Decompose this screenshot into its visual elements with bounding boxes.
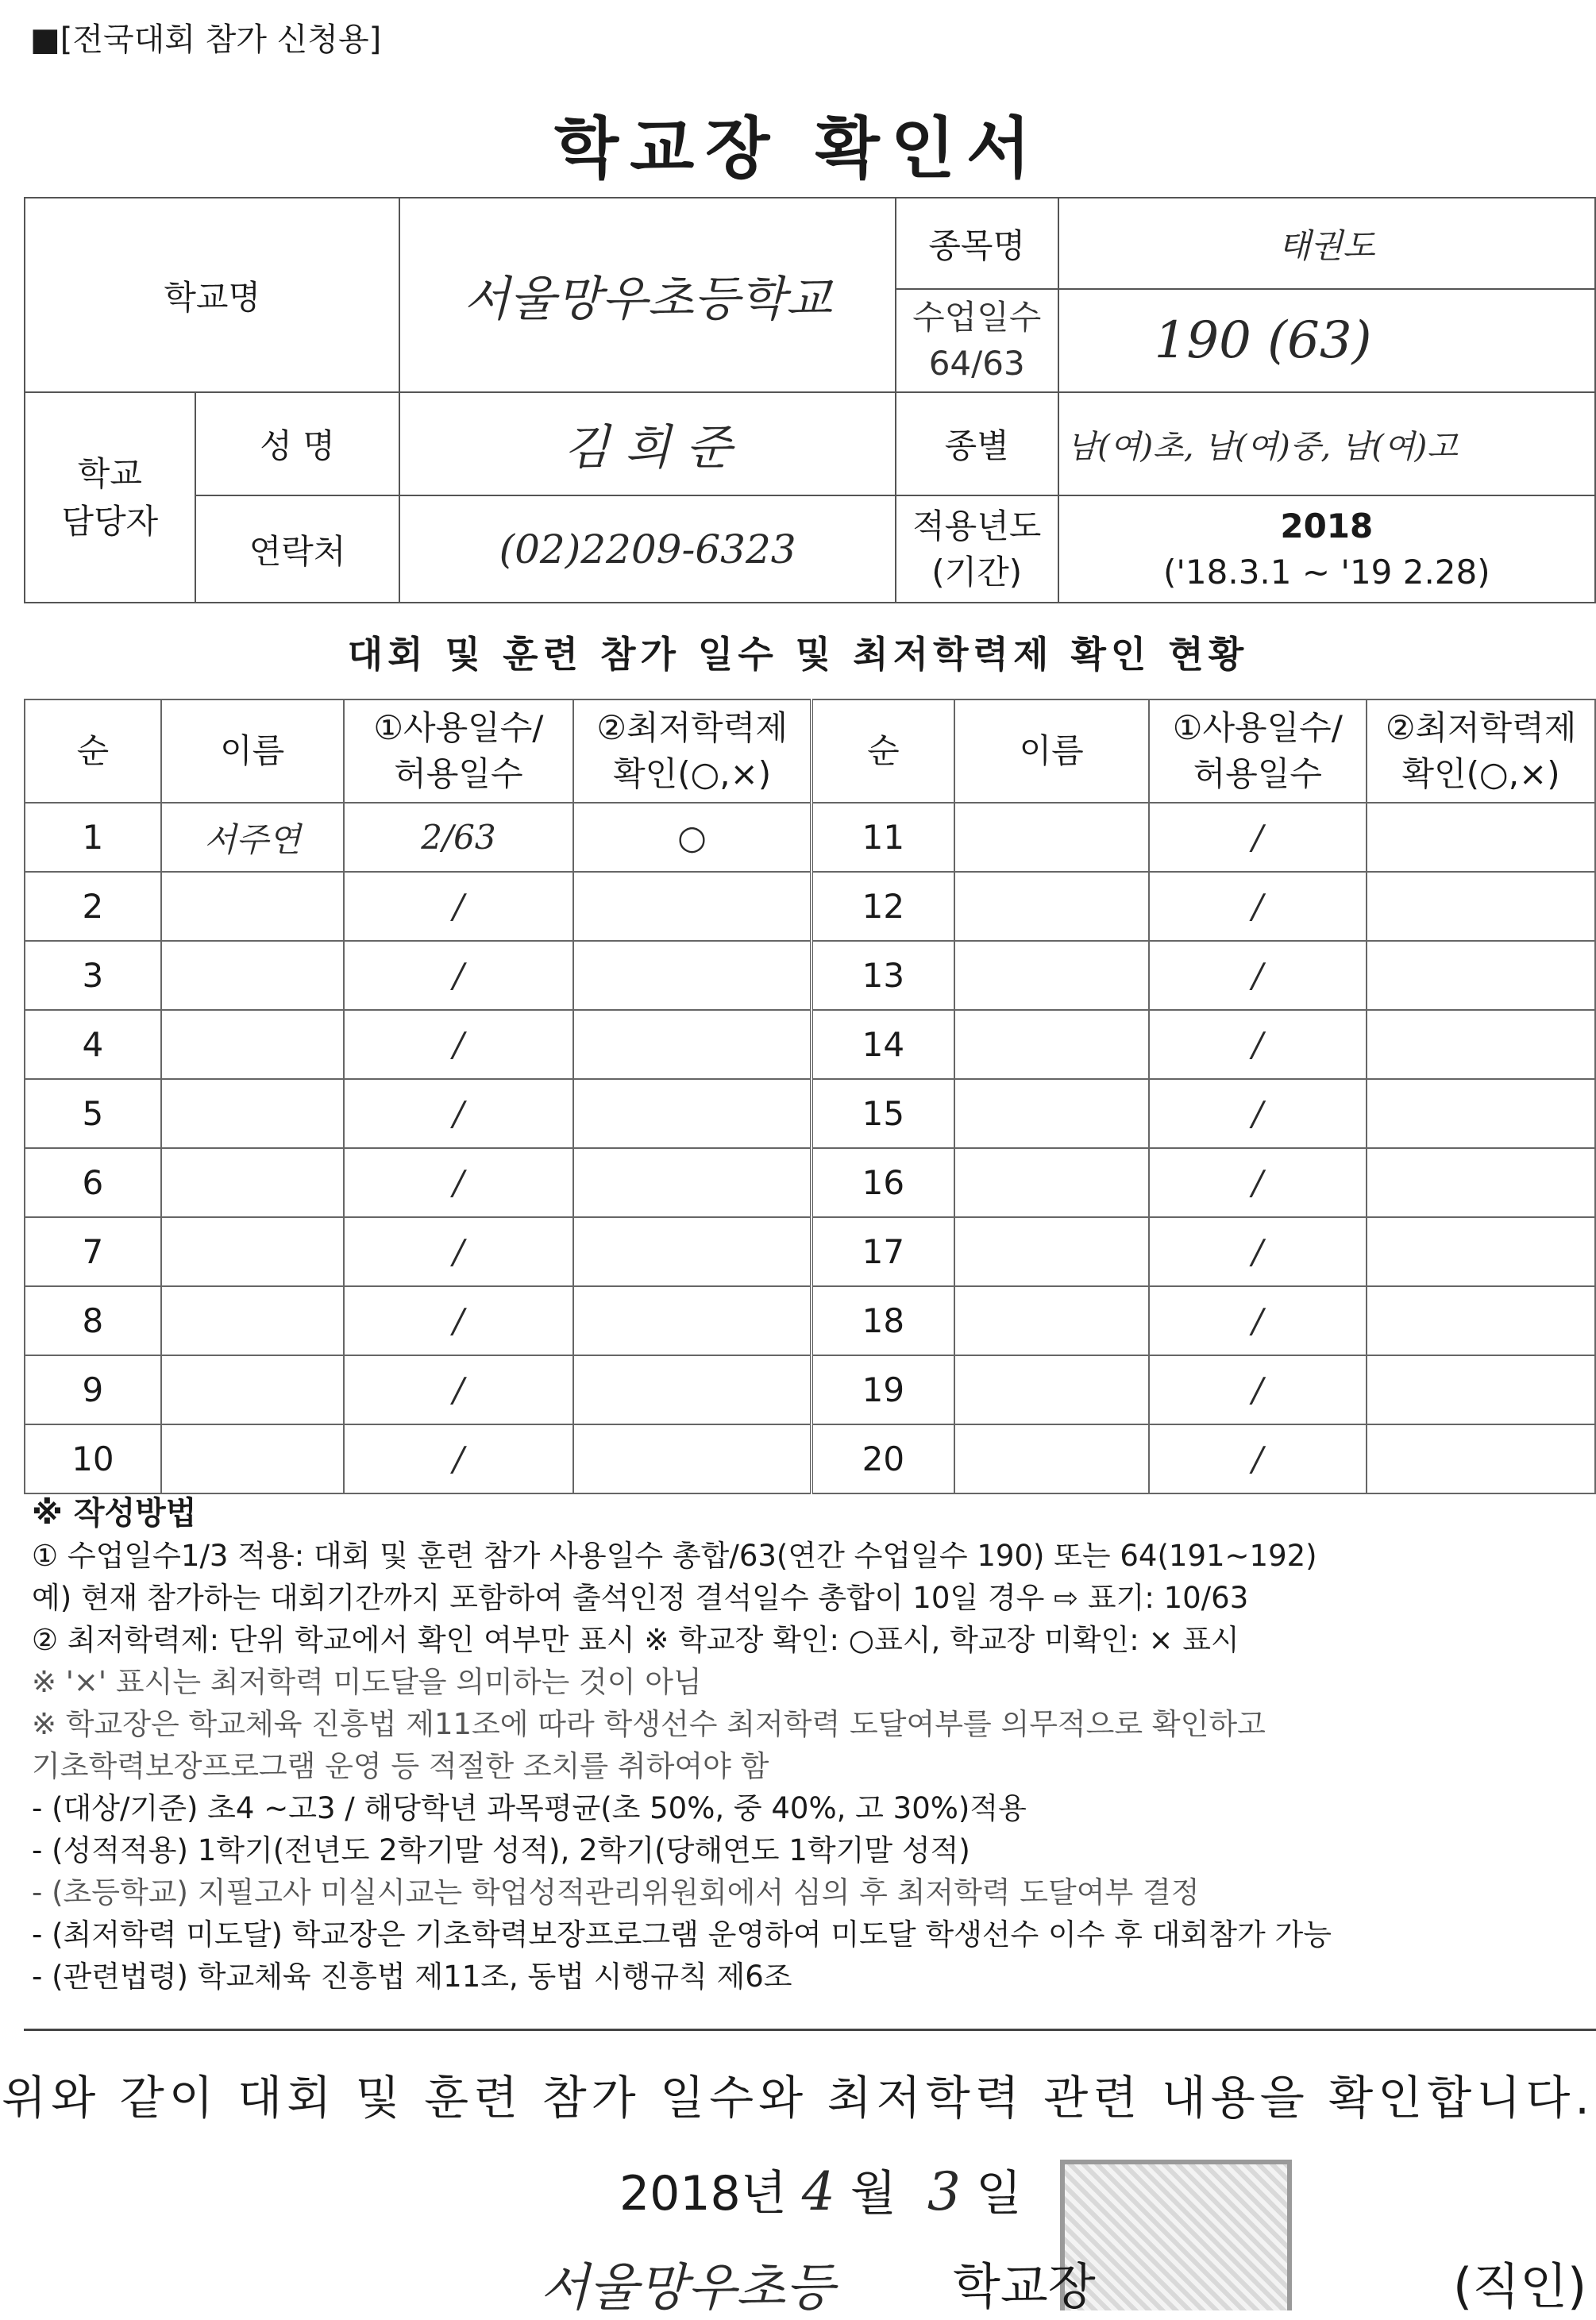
min-check [573,1079,811,1148]
student-name [954,1079,1149,1148]
date-day: 3 [927,2161,961,2222]
student-name [161,1010,344,1079]
days-used: 2/63 [344,803,574,872]
student-name [954,1148,1149,1217]
row-number: 17 [811,1217,954,1286]
table-row [25,803,1595,872]
instructions [32,1493,1588,1998]
days-used: / [344,1286,574,1355]
instruction-line: 예) 현재 참가하는 대회기간까지 포함하여 출석인정 결석일수 총합이 10일 경우 ⇨ 표기: 10/63 [32,1581,1249,1615]
table-row [25,1355,1595,1424]
min-check [573,1355,811,1424]
col-days-line2: 허용일수 [394,754,523,793]
class-days-label-line2: 64/63 [928,344,1025,383]
min-check [1367,1217,1595,1286]
table-row [25,1010,1595,1079]
min-check [573,1424,811,1493]
min-check [1367,1010,1595,1079]
row-number: 5 [25,1079,161,1148]
student-name [954,872,1149,941]
date-month: 4 [801,2161,835,2222]
confirmation-statement: 위와 같이 대회 및 훈련 참가 일수와 최저학력 관련 내용을 확인합니다. [2,2071,1594,2125]
min-check [573,1010,811,1079]
instruction-line: - (초등학교) 지필고사 미실시교는 학업성적관리위원회에서 심의 후 최저학력 도달여부 결정 [32,1875,1200,1910]
divider [24,2029,1596,2031]
col-days-right [1149,699,1367,803]
student-name [161,1286,344,1355]
min-check [1367,1355,1595,1424]
min-check [1367,1286,1595,1355]
date-line [619,2156,1022,2224]
year-value [1058,495,1595,603]
col-no-right: 순 [811,699,954,803]
document-title: 학교장 확인서 [553,110,1043,187]
col-days-line1: ①사용일수/ [373,708,544,747]
col-min-left [573,699,811,803]
table-row [25,941,1595,1010]
manager-label-line2: 담당자 [61,501,159,541]
table-header-row [25,699,1595,803]
signature-school-name: 서울망우초등 [540,2259,835,2318]
class-days-value: 190 (63) [1058,289,1595,392]
col-days-line1: ①사용일수/ [1172,708,1343,747]
row-number: 10 [25,1424,161,1493]
row-number: 15 [811,1079,954,1148]
person-name-value: 김 희 준 [399,392,895,495]
min-check [573,1217,811,1286]
table-row [25,1424,1595,1493]
sport-label: 종목명 [896,198,1058,289]
col-name-left: 이름 [161,699,344,803]
year-value-line2: ('18.3.1 ~ '19 2.28) [1162,552,1490,592]
days-used: / [1149,872,1367,941]
gender-label: 종별 [896,392,1058,495]
instruction-line: 기초학력보장프로그램 운영 등 적절한 조치를 취하여야 함 [32,1749,769,1783]
col-min-line1: ②최저학력제 [1385,708,1577,747]
date-day-unit: 일 [975,2166,1022,2222]
days-used: / [344,1217,574,1286]
instruction-line: - (성적적용) 1학기(전년도 2학기말 성적), 2학기(당해연도 1학기말 성적) [32,1833,970,1867]
row-number: 3 [25,941,161,1010]
instruction-line: - (대상/기준) 초4 ~고3 / 해당학년 과목평균(초 50%, 중 40%, 고 30%)적용 [32,1791,1027,1825]
date-year: 2018년 [619,2166,787,2222]
table-row [25,1148,1595,1217]
min-check [1367,941,1595,1010]
min-check [1367,872,1595,941]
min-check [573,1148,811,1217]
days-used: / [1149,803,1367,872]
manager-label-line1: 학교 [77,453,142,493]
signature-role: 학교장 [953,2257,1096,2315]
row-number: 9 [25,1355,161,1424]
col-min-line1: ②최저학력제 [596,708,788,747]
student-name [161,1355,344,1424]
row-number: 2 [25,872,161,941]
days-used: / [344,941,574,1010]
col-min-line2: 확인(○,×) [1401,754,1560,793]
row-number: 16 [811,1148,954,1217]
student-name [954,1286,1149,1355]
section-title: 대회 및 훈련 참가 일수 및 최저학력제 확인 현황 [347,633,1249,676]
student-name [954,803,1149,872]
student-name [954,941,1149,1010]
row-number: 13 [811,941,954,1010]
days-used: / [1149,941,1367,1010]
days-used: / [1149,1148,1367,1217]
year-label-line2: (기간) [931,552,1023,592]
student-name [954,1355,1149,1424]
row-number: 4 [25,1010,161,1079]
sport-value: 태권도 [1058,198,1595,289]
person-name-label: 성 명 [195,392,400,495]
instruction-line: ① 수업일수1/3 적용: 대회 및 훈련 참가 사용일수 총합/63(연간 수업일수 190) 또는 64(191~192) [32,1539,1317,1573]
days-used: / [344,1355,574,1424]
col-days-line2: 허용일수 [1193,754,1322,793]
days-used: / [344,872,574,941]
min-check [573,872,811,941]
col-no-left: 순 [25,699,161,803]
student-name [161,872,344,941]
min-check [1367,1424,1595,1493]
days-used: / [1149,1217,1367,1286]
participation-table [24,699,1596,1494]
col-days-left [344,699,574,803]
row-number: 14 [811,1010,954,1079]
days-used: / [1149,1424,1367,1493]
date-month-unit: 월 [850,2166,896,2222]
class-days-label [896,289,1058,392]
instruction-line: ② 최저학력제: 단위 학교에서 확인 여부만 표시 ※ 학교장 확인: ○표시, 학교장 미확인: × 표시 [32,1623,1239,1657]
instruction-line: - (관련법령) 학교체육 진흥법 제11조, 동법 시행규칙 제6조 [32,1960,792,1994]
days-used: / [1149,1079,1367,1148]
contact-label: 연락처 [195,495,400,603]
days-used: / [344,1079,574,1148]
class-days-label-line1: 수업일수 [912,298,1042,337]
row-number: 19 [811,1355,954,1424]
row-number: 7 [25,1217,161,1286]
instruction-line: ※ 학교장은 학교체육 진흥법 제11조에 따라 학생선수 최저학력 도달여부를 의무적으로 확인하고 [32,1707,1266,1741]
student-name [161,941,344,1010]
student-name: 서주연 [161,803,344,872]
student-name [161,1424,344,1493]
min-check [1367,803,1595,872]
form-type-tag: ■[전국대회 참가 신청용] [30,21,382,58]
student-name [161,1217,344,1286]
seal-placeholder: (직인) [1453,2257,1587,2315]
col-name-right: 이름 [954,699,1149,803]
min-check [1367,1079,1595,1148]
info-table [24,197,1596,603]
table-row [25,872,1595,941]
student-name [161,1079,344,1148]
school-name-label: 학교명 [25,198,399,392]
row-number: 20 [811,1424,954,1493]
table-row [25,1286,1595,1355]
student-name [954,1217,1149,1286]
min-check [573,1286,811,1355]
instruction-line: - (최저학력 미도달) 학교장은 기초학력보장프로그램 운영하여 미도달 학생선수 이수 후 대회참가 가능 [32,1917,1332,1952]
min-check [1367,1148,1595,1217]
days-used: / [1149,1286,1367,1355]
manager-label [25,392,195,603]
days-used: / [344,1010,574,1079]
row-number: 18 [811,1286,954,1355]
student-name [161,1148,344,1217]
year-label-line1: 적용년도 [912,506,1042,545]
min-check: ○ [573,803,811,872]
student-name [954,1424,1149,1493]
row-number: 12 [811,872,954,941]
gender-value: 남(여)초, 남(여)중, 남(여)고 [1058,392,1595,495]
days-used: / [344,1148,574,1217]
contact-value: (02)2209-6323 [399,495,895,603]
student-name [954,1010,1149,1079]
row-number: 6 [25,1148,161,1217]
year-label [896,495,1058,603]
row-number: 1 [25,803,161,872]
table-row [25,1217,1595,1286]
table-row [25,1079,1595,1148]
days-used: / [1149,1010,1367,1079]
days-used: / [344,1424,574,1493]
col-min-right [1367,699,1595,803]
instruction-line: ※ '×' 표시는 최저학력 미도달을 의미하는 것이 아님 [32,1665,702,1699]
row-number: 11 [811,803,954,872]
col-min-line2: 확인(○,×) [613,754,772,793]
instructions-heading: ※ 작성방법 [32,1495,197,1532]
days-used: / [1149,1355,1367,1424]
row-number: 8 [25,1286,161,1355]
min-check [573,941,811,1010]
year-value-line1: 2018 [1280,506,1374,545]
school-name-value: 서울망우초등학교 [399,198,895,392]
